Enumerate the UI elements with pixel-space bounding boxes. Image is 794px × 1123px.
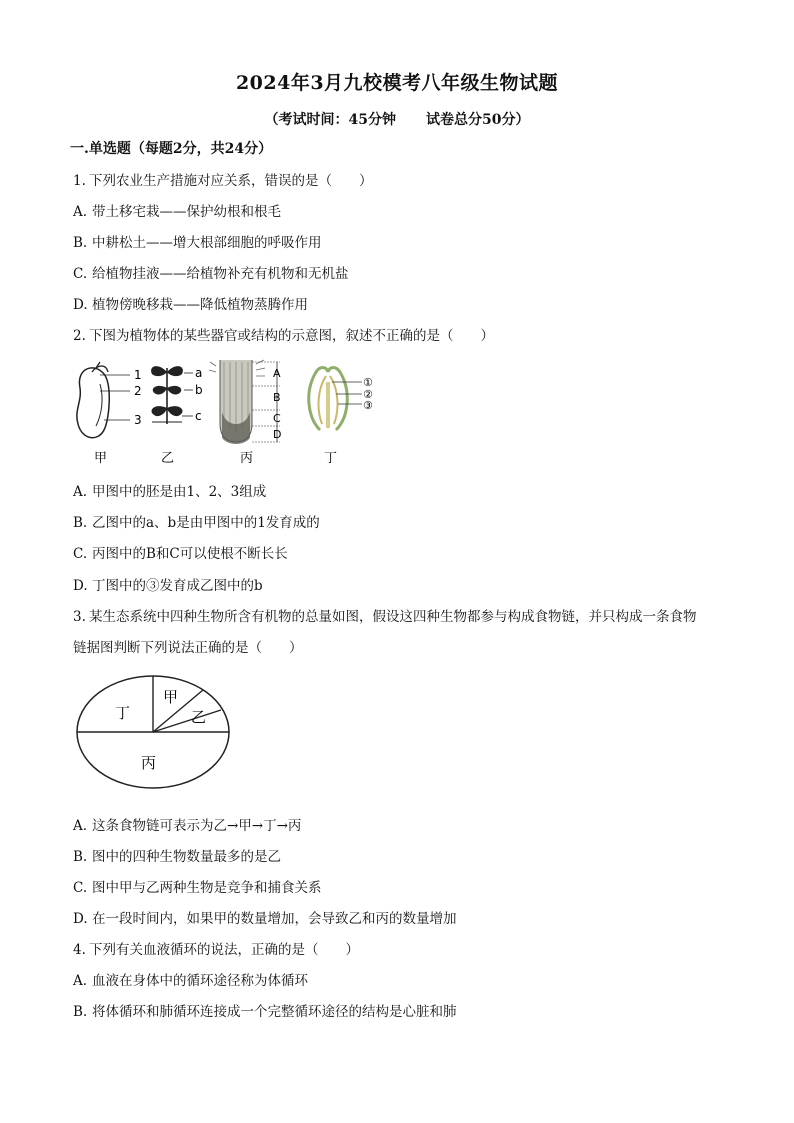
root-mark-a: A xyxy=(273,367,281,380)
q2-option-b: B. 乙图中的a、b是由甲图中的1发育成的 xyxy=(73,515,320,531)
root-mark-b: B xyxy=(273,391,281,404)
seed-mark-3: 3 xyxy=(134,413,142,427)
q1-option-a: A. 带土移宅栽——保护幼根和根毛 xyxy=(73,204,281,220)
q1-option-d: D. 植物傍晚移栽——降低植物蒸腾作用 xyxy=(73,297,308,313)
question-1-stem: 1. 下列农业生产措施对应关系，错误的是（ ） xyxy=(73,173,373,189)
figure-label-bing: 丙 xyxy=(240,451,254,466)
plant-structures-figure xyxy=(70,358,390,470)
q2-option-a: A. 甲图中的胚是由1、2、3组成 xyxy=(73,484,267,500)
q3-option-c: C. 图中甲与乙两种生物是竞争和捕食关系 xyxy=(73,880,322,896)
question-3-stem-line2: 链据图判断下列说法正确的是（ ） xyxy=(73,640,303,656)
q1-option-b: B. 中耕松土——增大根部细胞的呼吸作用 xyxy=(73,235,322,251)
pie-label-ding: 丁 xyxy=(115,704,131,722)
seed-mark-2: 2 xyxy=(134,384,142,398)
pie-diagram xyxy=(75,670,235,796)
question-number: 3. xyxy=(73,609,86,625)
pie-label-yi: 乙 xyxy=(191,708,207,726)
seed-mark-1: 1 xyxy=(134,368,142,382)
question-number: 4. xyxy=(73,942,86,958)
question-2-stem: 2. 下图为植物体的某些器官或结构的示意图，叙述不正确的是（ ） xyxy=(73,328,494,344)
q4-option-b: B. 将体循环和肺循环连接成一个完整循环途径的结构是心脏和肺 xyxy=(73,1004,457,1020)
seedling-diagram xyxy=(151,366,203,424)
exam-total-score: 试卷总分50分） xyxy=(426,112,530,128)
question-4-stem: 4. 下列有关血液循环的说法，正确的是（ ） xyxy=(73,942,359,958)
plant-mark-c: c xyxy=(195,409,202,423)
question-number: 2. xyxy=(73,328,86,344)
question-number: 1. xyxy=(73,173,86,189)
figure-label-yi: 乙 xyxy=(161,451,175,466)
section-heading: 一.单选题（每题2分，共24分） xyxy=(70,141,273,157)
q2-option-d: D. 丁图中的③发育成乙图中的b xyxy=(73,578,263,594)
bud-mark-1: ① xyxy=(363,376,373,389)
exam-time: （考试时间：45分钟 xyxy=(264,112,396,128)
root-mark-d: D xyxy=(273,428,282,441)
plant-mark-a: a xyxy=(195,366,203,380)
q3-option-b: B. 图中的四种生物数量最多的是乙 xyxy=(73,849,281,865)
q4-option-a: A. 血液在身体中的循环途径称为体循环 xyxy=(73,973,308,989)
root-tip-diagram xyxy=(209,360,281,444)
bud-diagram xyxy=(309,368,373,431)
root-mark-c: C xyxy=(273,412,281,425)
q2-option-c: C. 丙图中的B和C可以使根不断长长 xyxy=(73,546,288,562)
question-3-stem-line1: 3. 某生态系统中四种生物所含有机物的总量如图，假设这四种生物都参与构成食物链，并只构成一条食物 xyxy=(73,609,697,625)
pie-label-jia: 甲 xyxy=(163,688,179,706)
q3-option-a: A. 这条食物链可表示为乙→甲→丁→丙 xyxy=(73,818,302,834)
figure-label-jia: 甲 xyxy=(94,451,108,466)
pie-label-bing: 丙 xyxy=(141,754,157,772)
exam-subtitle xyxy=(0,109,794,129)
figure-label-ding: 丁 xyxy=(324,451,338,466)
seed-diagram xyxy=(77,362,142,438)
bud-mark-2: ② xyxy=(363,388,373,401)
q1-option-c: C. 给植物挂液——给植物补充有机物和无机盐 xyxy=(73,266,349,282)
plant-mark-b: b xyxy=(195,383,203,397)
bud-mark-3: ③ xyxy=(363,399,373,412)
exam-title: 2024年3月九校模考八年级生物试题 xyxy=(235,72,559,94)
q3-option-d: D. 在一段时间内，如果甲的数量增加，会导致乙和丙的数量增加 xyxy=(73,911,457,927)
